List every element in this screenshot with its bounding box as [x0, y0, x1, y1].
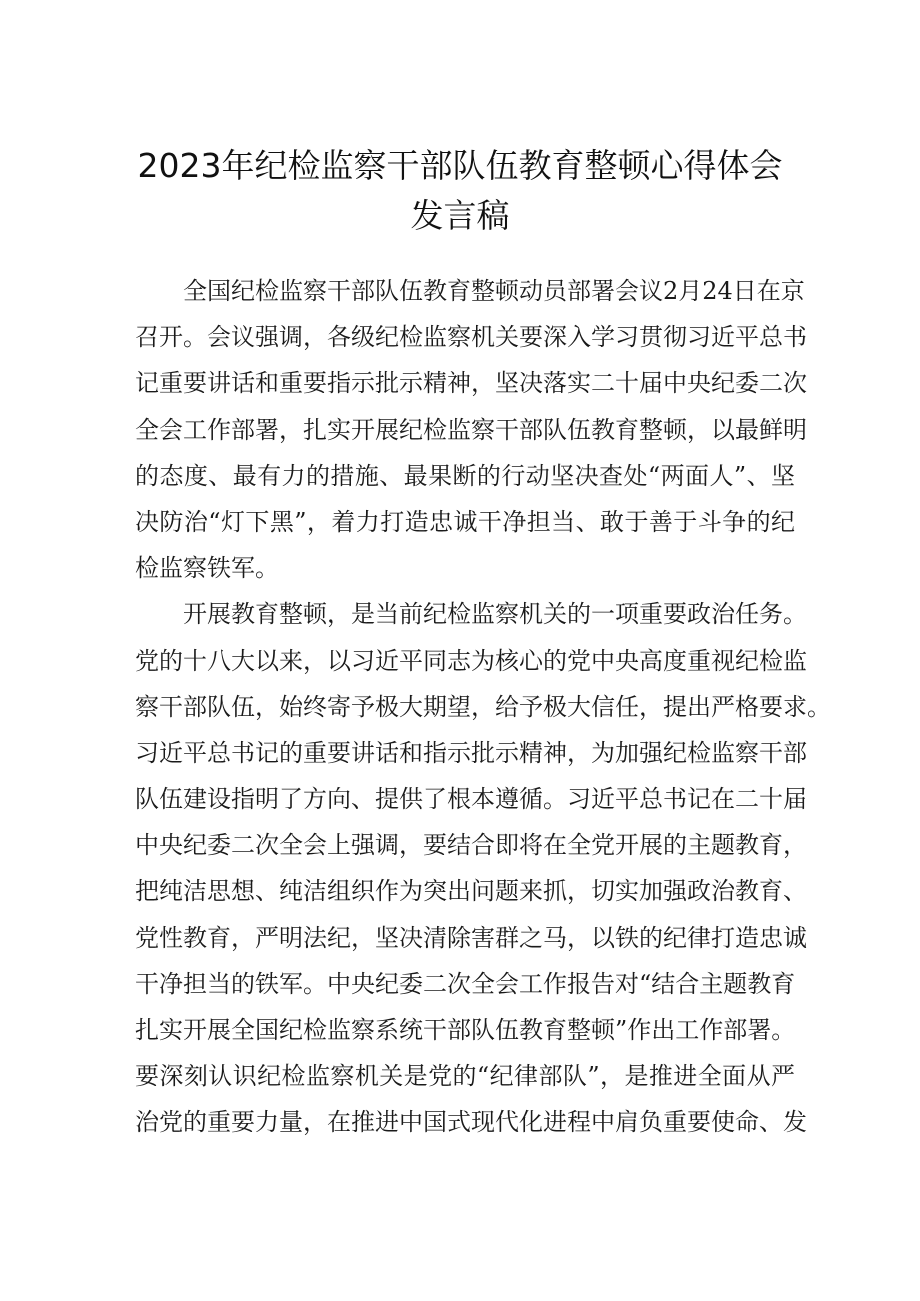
- document-title-line-1: 2023年纪检监察干部队伍教育整顿心得体会: [137, 146, 783, 185]
- text-line: 记重要讲话和重要指示批示精神，坚决落实二十届中央纪委二次: [135, 369, 807, 398]
- text-line: 党的十八大以来，以习近平同志为核心的党中央高度重视纪检监: [135, 646, 807, 675]
- text-line: 的态度、最有力的措施、最果断的行动坚决查处“两面人”、坚: [135, 461, 795, 490]
- text-line: 全国纪检监察干部队伍教育整顿动员部署会议2月24日在京: [183, 277, 805, 305]
- text-line: 党性教育，严明法纪，坚决清除害群之马，以铁的纪律打造忠诚: [135, 923, 807, 952]
- document-body: [135, 268, 831, 1146]
- text-line: 要深刻认识纪检监察机关是党的“纪律部队”，是推进全面从严: [135, 1062, 795, 1091]
- text-line: 决防治“灯下黑”，着力打造忠诚干净担当、敢于善于斗争的纪: [135, 507, 795, 536]
- text-line: 扎实开展全国纪检监察系统干部队伍教育整顿”作出工作部署。: [135, 1016, 796, 1044]
- text-line: 中央纪委二次全会上强调，要结合即将在全党开展的主题教育，: [135, 831, 807, 860]
- text-line: 召开。会议强调，各级纪检监察机关要深入学习贯彻习近平总书: [135, 323, 807, 352]
- document-title-line-2: 发言稿: [410, 196, 510, 235]
- text-line: 全会工作部署，扎实开展纪检监察干部队伍教育整顿，以最鲜明: [135, 415, 807, 444]
- text-line: 察干部队伍，始终寄予极大期望，给予极大信任，提出严格要求。: [135, 692, 831, 721]
- paragraph-2: [135, 591, 831, 1145]
- paragraph-1: [135, 268, 807, 591]
- text-line: 习近平总书记的重要讲话和指示批示精神，为加强纪检监察干部: [135, 738, 807, 767]
- text-line: 把纯洁思想、纯洁组织作为突出问题来抓，切实加强政治教育、: [135, 877, 807, 906]
- text-line: 开展教育整顿，是当前纪检监察机关的一项重要政治任务。: [183, 600, 807, 629]
- text-line: 队伍建设指明了方向、提供了根本遵循。习近平总书记在二十届: [135, 785, 807, 814]
- text-line: 检监察铁军。: [135, 554, 279, 583]
- text-line: 治党的重要力量，在推进中国式现代化进程中肩负重要使命、发: [135, 1108, 807, 1137]
- text-line: 干净担当的铁军。中央纪委二次全会工作报告对“结合主题教育: [135, 969, 796, 998]
